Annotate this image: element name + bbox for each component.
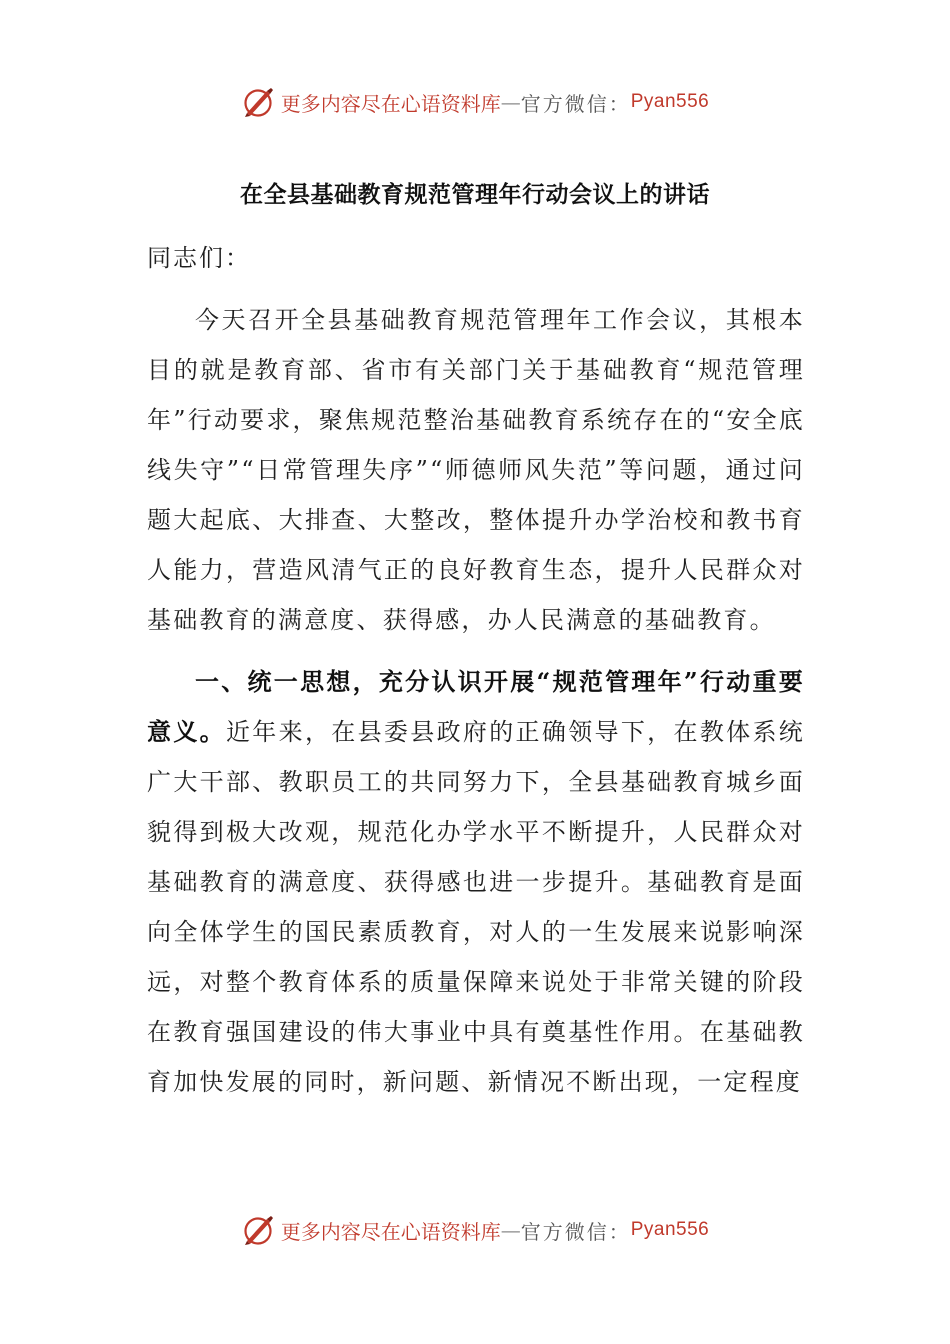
- banner-tail-text: 官方微信：: [520, 1219, 631, 1244]
- banner-separator: —: [500, 90, 521, 114]
- section-1-paragraph: [147, 657, 805, 1107]
- watermark-banner-top: [0, 80, 950, 124]
- document-title: 在全县基础教育规范管理年行动会议上的讲话: [240, 181, 710, 208]
- banner-lead-text: 更多内容尽在心语资料库: [280, 1219, 501, 1244]
- pen-circle-logo-icon: [241, 1213, 275, 1247]
- banner-tail-text: 官方微信：: [520, 91, 631, 116]
- salutation: 同志们：: [147, 244, 251, 272]
- watermark-banner-bottom: [0, 1208, 950, 1252]
- intro-paragraph: 今天召开全县基础教育规范管理年工作会议，其根本目的就是教育部、省市有关部门关于基础教育“规范管理年”行动要求，聚焦规范整治基础教育系统存在的“安全底线失守”“日常管理失序”“师德师风失范”等问题，通过问题大起底、大排查、大整改，整体提升办学治校和教书育人能力，营造风清气正的良好教育生态，提升人民群众对基础教育的满意度、获得感，办人民满意的基础教育。: [147, 306, 805, 634]
- banner-wechat-id: Pyan556: [630, 91, 710, 112]
- document-body: [147, 295, 805, 1107]
- section-1-body: 近年来，在县委县政府的正确领导下，在教体系统广大干部、教职员工的共同努力下，全县基础教育城乡面貌得到极大改观，规范化办学水平不断提升，人民群众对基础教育的满意度、获得感也进一步提升。基础教育是面向全体学生的国民素质教育，对人的一生发展来说影响深远，对整个教育体系的质量保障来说处于非常关键的阶段在教育强国建设的伟大事业中具有奠基性作用。在基础教育加快发展的同时，新问题、新情况不断出现，一定程度: [147, 718, 805, 1096]
- banner-lead-text: 更多内容尽在心语资料库: [280, 91, 501, 116]
- banner-wechat-id: Pyan556: [630, 1219, 710, 1240]
- pen-circle-logo-icon: [241, 85, 275, 119]
- banner-separator: —: [500, 1218, 521, 1242]
- section-1-heading: 一、统一思想，充分认识开展“规范管理年”行动重要意义。: [147, 667, 805, 746]
